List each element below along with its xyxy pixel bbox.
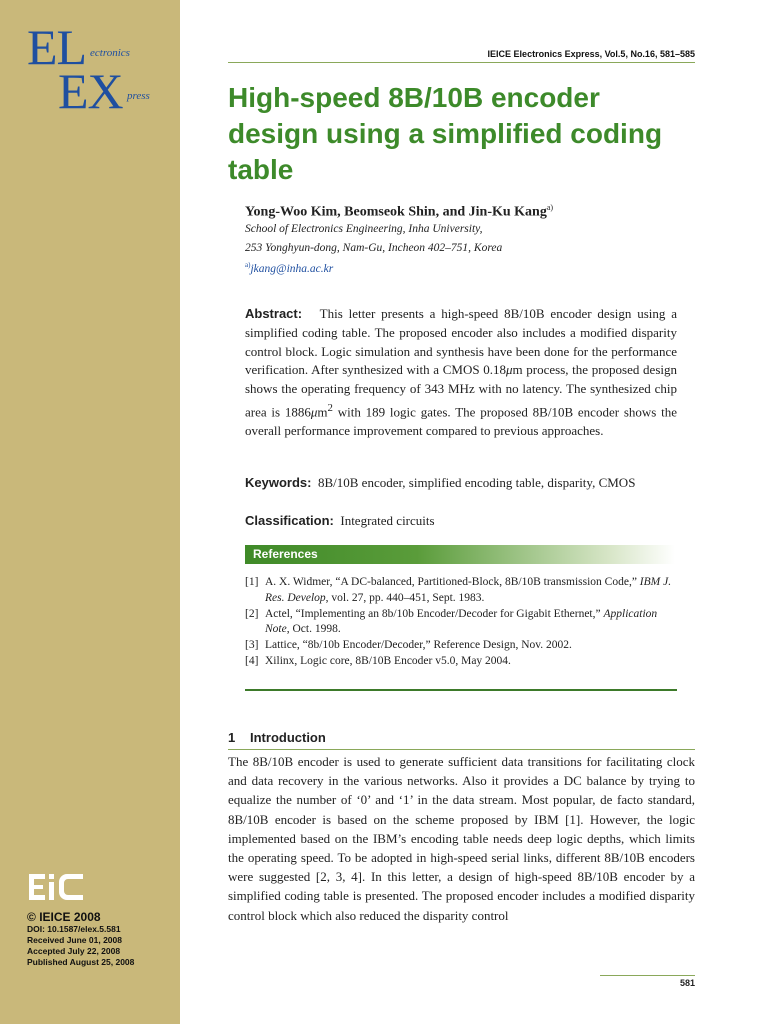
affiliation-line-2: 253 Yonghyun-dong, Nam-Gu, Incheon 402–751, Korea (245, 242, 503, 254)
references-divider (245, 689, 677, 691)
reference-item-3 (245, 638, 680, 654)
reference-number: [3] (245, 639, 259, 652)
copyright-symbol-icon: © (27, 910, 36, 924)
published-date: Published August 25, 2008 (27, 957, 135, 967)
reference-item-1 (245, 575, 680, 607)
copyright (27, 910, 134, 924)
reference-body: Lattice, “8b/10b Encoder/Decoder,” Reference Design, Nov. 2002. (265, 639, 572, 652)
author-names: Yong-Woo Kim, Beomseok Shin, and Jin-Ku Kang (245, 204, 547, 220)
reference-body (265, 575, 680, 607)
keywords-label: Keywords: (245, 475, 312, 490)
reference-number: [1] (245, 576, 259, 588)
reference-body (265, 607, 680, 639)
reference-number: [2] (245, 607, 259, 620)
abstract-mu-2: μ (310, 404, 318, 420)
abstract-text-2: m process, the proposed design shows the operating frequency of 343 MHz with no latency. The synthesized chip area is 1886 (245, 362, 677, 420)
page-number: 581 (600, 975, 695, 988)
section-number: 1 (228, 730, 236, 745)
classification-label: Classification: (245, 513, 334, 528)
section-title: Introduction (250, 730, 326, 745)
references-heading: References (253, 547, 318, 561)
received-date: Received June 01, 2008 (27, 935, 122, 945)
abstract-sup-2: 2 (327, 401, 333, 414)
sidebar (0, 0, 180, 1024)
reference-number: [4] (245, 654, 259, 667)
copyright-text: IEICE 2008 (39, 910, 101, 924)
paper-title: High-speed 8B/10B encoder design using a simplified coding table (228, 82, 663, 185)
reference-item-2 (245, 607, 680, 639)
section-heading (228, 730, 695, 750)
reference-details: , vol. 27, pp. 440–451, Sept. 1983. (325, 591, 485, 604)
reference-journal: IBM J. Res. Develop (265, 576, 672, 604)
reference-text: A. X. Widmer, “A DC-balanced, Partitioned-Block, 8B/10B transmission Code,” (265, 576, 640, 588)
author-mark: a) (546, 203, 554, 212)
introduction-paragraph: The 8B/10B encoder is used to generate sufficient data transitions for facilitating clock and data recovery in the various networks. Also it provides a DC balance by trying to equalize the number of ‘0’ and ‘1’ in the data stream. Most popular, de facto standard, 8B/10B encoder is based on the scheme proposed by IBM [1]. However, the logic implemented based on the IBM’s encoding table needs deep logic depths, which limits the operating speed. To be adopted in high-speed serial links, different 8B/10B encoders were suggested [2, 3, 4]. In this letter, a design of high-speed 8B/10B encoder by a simplified coding table is presented. The proposed encoder includes a modified disparity control block which also reduced the disparity control (228, 754, 695, 923)
abstract-unit-2: m (317, 404, 328, 420)
reference-list (245, 575, 680, 670)
accepted-date: Accepted July 22, 2008 (27, 946, 121, 956)
author-email (245, 261, 333, 275)
keywords (245, 474, 677, 493)
abstract (245, 305, 677, 441)
affiliation-line-1: School of Electronics Engineering, Inha University, (245, 223, 483, 235)
classification-text: Integrated circuits (340, 513, 435, 528)
email-link[interactable]: jkang@inha.ac.kr (250, 262, 334, 275)
reference-journal: Application Note (265, 607, 658, 636)
publication-info (27, 910, 134, 968)
abstract-text-3: with 189 logic gates. The proposed 8B/10B encoder shows the overall performance improvement compared to previous approaches. (245, 404, 678, 439)
keywords-text: 8B/10B encoder, simplified encoding table, disparity, CMOS (317, 475, 636, 490)
logo-express-suffix: press (127, 90, 150, 102)
doi: DOI: 10.1587/elex.5.581 (27, 924, 121, 934)
classification (245, 512, 677, 531)
journal-header: IEICE Electronics Express, Vol.5, No.16, 581–585 (228, 49, 695, 63)
references-heading-bar (245, 545, 675, 564)
reference-text: Actel, “Implementing an 8b/10b Encoder/Decoder for Gigabit Ethernet,” (265, 607, 604, 620)
reference-body: Xilinx, Logic core, 8B/10B Encoder v5.0, May 2004. (265, 654, 511, 667)
logo-el: EL (27, 19, 87, 75)
logo-electronics-suffix: ectronics (90, 47, 130, 59)
eic-logo-icon (27, 870, 85, 904)
abstract-label: Abstract: (245, 306, 303, 321)
reference-item-4 (245, 654, 680, 670)
email-mark: a) (245, 261, 251, 269)
abstract-text-1: This letter presents a high-speed 8B/10B encoder design using a simplified coding table. The proposed encoder also includes a modified disparity control block. Logic simulation and synthesis have been done for the performance verification. After synthesized with a CMOS 0.18 (245, 306, 678, 378)
abstract-mu-1: μ (505, 362, 513, 378)
author-list (245, 203, 553, 221)
logo-ex: EX (58, 63, 123, 119)
reference-details: , Oct. 1998. (286, 623, 341, 636)
